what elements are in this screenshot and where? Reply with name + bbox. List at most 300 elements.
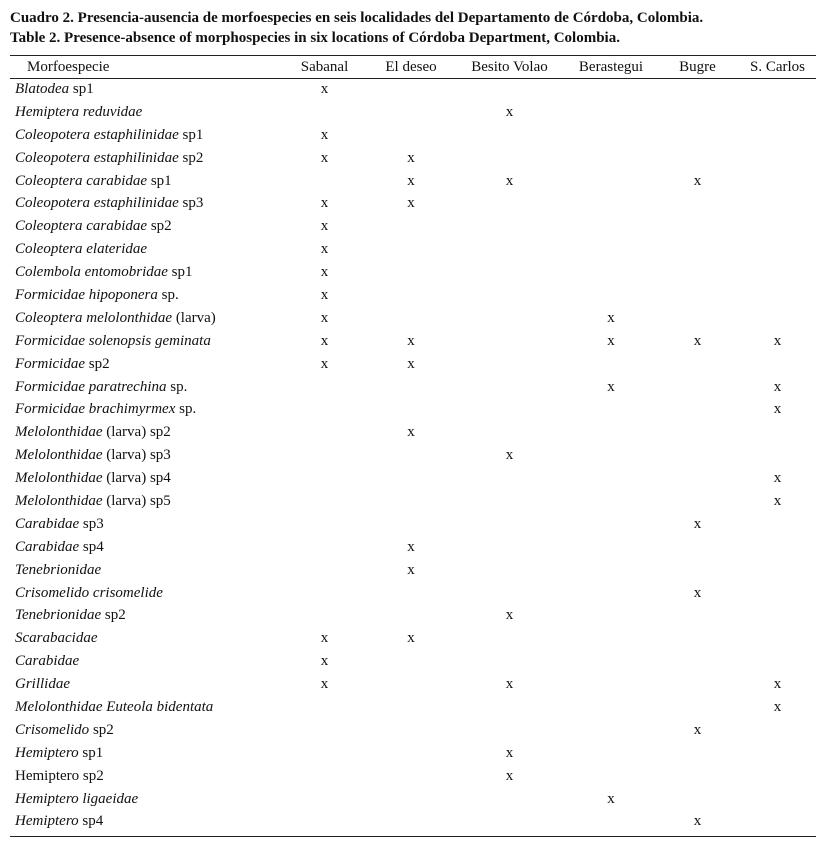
presence-cell bbox=[739, 215, 816, 238]
taxon-suffix: (larva) bbox=[172, 309, 216, 326]
presence-cell bbox=[369, 650, 453, 673]
column-header-besito-volao: Besito Volao bbox=[471, 58, 548, 75]
presence-cell: x bbox=[407, 538, 415, 555]
presence-cell bbox=[453, 147, 566, 170]
presence-cell bbox=[369, 78, 453, 101]
morphospecies-name bbox=[10, 330, 280, 353]
presence-cell bbox=[656, 742, 739, 765]
morphospecies-name bbox=[10, 192, 280, 215]
presence-cell bbox=[656, 353, 739, 376]
presence-cell bbox=[739, 147, 816, 170]
morphospecies-name bbox=[10, 353, 280, 376]
morphospecies-name bbox=[10, 604, 280, 627]
presence-cell bbox=[453, 467, 566, 490]
taxon-name: Coleopotera estaphilinidae bbox=[15, 149, 179, 166]
taxon-name: Formicidae brachimyrmex bbox=[15, 401, 176, 418]
presence-cell bbox=[280, 582, 369, 605]
presence-cell: x bbox=[320, 309, 329, 326]
table-row bbox=[10, 627, 816, 650]
presence-cell bbox=[566, 604, 656, 627]
taxon-name: Hemiptero bbox=[15, 813, 79, 830]
presence-cell bbox=[739, 238, 816, 261]
presence-cell bbox=[453, 215, 566, 238]
table-row bbox=[10, 811, 816, 834]
presence-cell bbox=[453, 627, 566, 650]
presence-cell bbox=[566, 353, 656, 376]
presence-cell bbox=[739, 124, 816, 147]
presence-cell bbox=[280, 398, 369, 421]
presence-cell bbox=[280, 376, 369, 399]
taxon-name: Coleopotera estaphilinidae bbox=[15, 195, 179, 212]
presence-cell bbox=[566, 719, 656, 742]
presence-cell bbox=[369, 307, 453, 330]
presence-cell bbox=[566, 238, 656, 261]
taxon-suffix: sp2 bbox=[101, 607, 126, 624]
presence-cell: x bbox=[693, 172, 702, 189]
presence-cell bbox=[656, 261, 739, 284]
presence-cell bbox=[453, 78, 566, 101]
presence-cell bbox=[656, 421, 739, 444]
taxon-name: Formicidae solenopsis geminata bbox=[15, 332, 211, 349]
header-row bbox=[10, 56, 816, 78]
presence-cell bbox=[566, 124, 656, 147]
presence-cell bbox=[739, 192, 816, 215]
presence-cell: x bbox=[607, 790, 615, 807]
presence-cell bbox=[369, 696, 453, 719]
presence-cell bbox=[566, 284, 656, 307]
taxon-suffix: sp4 bbox=[78, 813, 104, 830]
presence-cell: x bbox=[505, 103, 514, 120]
table-row bbox=[10, 330, 816, 353]
presence-cell bbox=[280, 490, 369, 513]
presence-cell bbox=[369, 124, 453, 147]
presence-cell bbox=[453, 650, 566, 673]
presence-cell bbox=[369, 513, 453, 536]
presence-cell: x bbox=[407, 630, 415, 647]
table-row bbox=[10, 101, 816, 124]
presence-cell bbox=[280, 719, 369, 742]
presence-cell bbox=[453, 376, 566, 399]
presence-cell bbox=[280, 788, 369, 811]
presence-cell bbox=[369, 765, 453, 788]
presence-cell bbox=[280, 467, 369, 490]
presence-cell bbox=[369, 261, 453, 284]
table-row bbox=[10, 490, 816, 513]
table-row bbox=[10, 261, 816, 284]
morphospecies-name bbox=[10, 376, 280, 399]
taxon-name: Melolonthidae bbox=[15, 447, 103, 464]
presence-cell bbox=[566, 650, 656, 673]
presence-cell bbox=[369, 376, 453, 399]
taxon-suffix: (larva) sp3 bbox=[102, 447, 171, 464]
presence-cell: x bbox=[505, 447, 514, 464]
presence-cell bbox=[656, 490, 739, 513]
presence-cell bbox=[369, 788, 453, 811]
presence-cell bbox=[739, 353, 816, 376]
taxon-name: Formicidae paratrechina bbox=[15, 378, 167, 395]
presence-cell bbox=[656, 604, 739, 627]
taxon-suffix: sp. bbox=[157, 286, 179, 303]
presence-cell bbox=[656, 147, 739, 170]
taxon-name: Melolonthidae Euteola bidentata bbox=[15, 698, 214, 715]
presence-cell bbox=[369, 238, 453, 261]
presence-cell: x bbox=[407, 149, 415, 166]
morphospecies-name bbox=[10, 490, 280, 513]
taxon-suffix: sp. bbox=[175, 401, 197, 418]
presence-cell: x bbox=[320, 241, 329, 258]
taxon-suffix: sp2 bbox=[147, 218, 172, 235]
taxon-suffix: sp1 bbox=[167, 264, 193, 281]
column-header-berastegui: Berastegui bbox=[578, 58, 644, 75]
presence-cell bbox=[280, 444, 369, 467]
morphospecies-name bbox=[10, 627, 280, 650]
table-row bbox=[10, 788, 816, 811]
presence-cell: x bbox=[607, 378, 615, 395]
presence-cell: x bbox=[773, 378, 782, 395]
presence-cell bbox=[280, 765, 369, 788]
presence-cell: x bbox=[320, 126, 329, 143]
presence-cell bbox=[739, 650, 816, 673]
morphospecies-name bbox=[10, 238, 280, 261]
presence-cell: x bbox=[407, 332, 415, 349]
presence-cell bbox=[739, 582, 816, 605]
column-header-bugre: Bugre bbox=[679, 58, 716, 75]
table-row bbox=[10, 192, 816, 215]
presence-cell bbox=[280, 811, 369, 834]
presence-cell bbox=[369, 604, 453, 627]
presence-cell bbox=[369, 215, 453, 238]
presence-cell bbox=[453, 421, 566, 444]
presence-cell bbox=[453, 124, 566, 147]
morphospecies-name bbox=[10, 742, 280, 765]
morphospecies-name bbox=[10, 398, 280, 421]
table-row bbox=[10, 765, 816, 788]
column-header-s-carlos: S. Carlos bbox=[749, 58, 805, 75]
table-row bbox=[10, 170, 816, 193]
presence-cell bbox=[453, 513, 566, 536]
presence-cell bbox=[453, 284, 566, 307]
taxon-name: Crisomelido crisomelide bbox=[15, 584, 163, 601]
morphospecies-name bbox=[10, 811, 280, 834]
presence-cell bbox=[566, 192, 656, 215]
presence-cell bbox=[656, 124, 739, 147]
presence-cell bbox=[566, 170, 656, 193]
presence-cell bbox=[280, 513, 369, 536]
presence-cell: x bbox=[407, 424, 415, 441]
presence-cell bbox=[566, 78, 656, 101]
presence-cell: x bbox=[320, 355, 329, 372]
presence-cell bbox=[369, 101, 453, 124]
taxon-suffix: sp1 bbox=[78, 744, 104, 761]
presence-cell: x bbox=[505, 172, 514, 189]
presence-cell bbox=[739, 604, 816, 627]
presence-cell bbox=[280, 170, 369, 193]
presence-cell: x bbox=[773, 698, 782, 715]
presence-cell bbox=[280, 696, 369, 719]
presence-cell: x bbox=[320, 149, 329, 166]
presence-cell: x bbox=[320, 286, 329, 303]
table-row bbox=[10, 78, 816, 101]
presence-cell: x bbox=[505, 767, 514, 784]
taxon-name: Coleoptera carabidae bbox=[15, 172, 148, 189]
taxon-name: Scarabacidae bbox=[15, 630, 98, 647]
taxon-name: Hemiptero bbox=[15, 744, 79, 761]
table-row bbox=[10, 559, 816, 582]
taxon-suffix: sp1 bbox=[178, 126, 204, 143]
presence-absence-table bbox=[10, 56, 816, 833]
taxon-name: Formicidae hipoponera bbox=[15, 286, 158, 303]
table-row bbox=[10, 536, 816, 559]
presence-cell bbox=[453, 788, 566, 811]
presence-cell: x bbox=[407, 561, 415, 578]
table-row bbox=[10, 376, 816, 399]
morphospecies-name bbox=[10, 78, 280, 101]
presence-cell bbox=[656, 788, 739, 811]
presence-cell bbox=[656, 398, 739, 421]
presence-cell bbox=[453, 192, 566, 215]
taxon-name: Hemiptera reduvidae bbox=[15, 103, 143, 120]
morphospecies-name bbox=[10, 696, 280, 719]
presence-cell bbox=[453, 490, 566, 513]
presence-cell bbox=[656, 192, 739, 215]
table-row bbox=[10, 696, 816, 719]
presence-cell bbox=[566, 765, 656, 788]
table-row bbox=[10, 742, 816, 765]
table-row bbox=[10, 284, 816, 307]
bottom-rule bbox=[10, 836, 816, 837]
table-row bbox=[10, 467, 816, 490]
presence-cell bbox=[739, 536, 816, 559]
presence-cell bbox=[280, 421, 369, 444]
presence-cell: x bbox=[320, 653, 329, 670]
presence-cell: x bbox=[320, 676, 329, 693]
morphospecies-name bbox=[10, 444, 280, 467]
morphospecies-name bbox=[10, 650, 280, 673]
presence-cell bbox=[739, 765, 816, 788]
taxon-suffix: sp1 bbox=[69, 80, 94, 97]
presence-cell bbox=[369, 467, 453, 490]
table-row bbox=[10, 673, 816, 696]
presence-cell bbox=[453, 238, 566, 261]
taxon-suffix: sp. bbox=[166, 378, 188, 395]
presence-cell: x bbox=[773, 470, 782, 487]
presence-cell bbox=[453, 696, 566, 719]
taxon-name: Colembola entomobridae bbox=[15, 264, 168, 281]
presence-cell bbox=[566, 215, 656, 238]
morphospecies-name bbox=[10, 215, 280, 238]
taxon-name: Carabidae bbox=[15, 515, 80, 532]
morphospecies-name bbox=[10, 284, 280, 307]
presence-cell: x bbox=[693, 515, 702, 532]
table-row bbox=[10, 513, 816, 536]
morphospecies-name bbox=[10, 261, 280, 284]
taxon-name: Tenebrionidae bbox=[15, 561, 102, 578]
taxon-name: Melolonthidae bbox=[15, 424, 103, 441]
table-row bbox=[10, 604, 816, 627]
presence-cell: x bbox=[320, 630, 329, 647]
presence-cell bbox=[369, 742, 453, 765]
presence-cell bbox=[566, 673, 656, 696]
presence-cell bbox=[453, 330, 566, 353]
presence-cell: x bbox=[773, 676, 782, 693]
presence-cell bbox=[453, 719, 566, 742]
taxon-suffix: Hemiptero sp2 bbox=[15, 767, 104, 784]
presence-cell bbox=[739, 444, 816, 467]
table-row bbox=[10, 147, 816, 170]
taxon-name: Coleopotera estaphilinidae bbox=[15, 126, 179, 143]
presence-cell bbox=[566, 696, 656, 719]
table-body bbox=[10, 78, 816, 833]
presence-cell bbox=[280, 559, 369, 582]
presence-cell bbox=[739, 261, 816, 284]
taxon-suffix: sp2 bbox=[178, 149, 204, 166]
presence-cell bbox=[566, 811, 656, 834]
presence-cell bbox=[369, 490, 453, 513]
morphospecies-name bbox=[10, 582, 280, 605]
taxon-suffix: sp3 bbox=[79, 515, 104, 532]
caption-english: Table 2. Presence-absence of morphospecies in six locations of Córdoba Department, Colombia. bbox=[10, 30, 620, 46]
presence-cell: x bbox=[320, 80, 329, 97]
table-row bbox=[10, 719, 816, 742]
presence-cell bbox=[453, 559, 566, 582]
table-row bbox=[10, 238, 816, 261]
presence-cell bbox=[566, 627, 656, 650]
presence-cell: x bbox=[407, 355, 415, 372]
presence-cell bbox=[280, 536, 369, 559]
presence-cell bbox=[566, 536, 656, 559]
presence-cell bbox=[656, 696, 739, 719]
presence-cell bbox=[453, 307, 566, 330]
presence-cell bbox=[739, 307, 816, 330]
presence-cell bbox=[739, 284, 816, 307]
presence-cell bbox=[739, 78, 816, 101]
taxon-name: Hemiptero ligaeidae bbox=[15, 790, 139, 807]
taxon-suffix: (larva) sp5 bbox=[102, 492, 171, 509]
presence-cell bbox=[739, 170, 816, 193]
taxon-name: Carabidae bbox=[15, 538, 80, 555]
morphospecies-name bbox=[10, 559, 280, 582]
presence-cell: x bbox=[320, 264, 329, 281]
presence-cell: x bbox=[693, 813, 702, 830]
taxon-name: Carabidae bbox=[15, 653, 80, 670]
taxon-name: Coleoptera elateridae bbox=[15, 241, 148, 258]
presence-cell bbox=[656, 101, 739, 124]
table-row bbox=[10, 353, 816, 376]
presence-cell bbox=[739, 627, 816, 650]
presence-cell bbox=[280, 101, 369, 124]
morphospecies-name bbox=[10, 765, 280, 788]
presence-cell: x bbox=[505, 744, 514, 761]
table-row bbox=[10, 421, 816, 444]
taxon-suffix: sp4 bbox=[79, 538, 104, 555]
presence-cell bbox=[566, 398, 656, 421]
morphospecies-name bbox=[10, 147, 280, 170]
column-header-sabanal: Sabanal bbox=[300, 58, 349, 75]
table-row bbox=[10, 124, 816, 147]
presence-cell bbox=[739, 513, 816, 536]
presence-cell bbox=[369, 398, 453, 421]
taxon-name: Formicidae bbox=[15, 355, 85, 372]
presence-cell bbox=[656, 78, 739, 101]
morphospecies-name bbox=[10, 101, 280, 124]
presence-cell bbox=[566, 513, 656, 536]
presence-cell: x bbox=[607, 309, 615, 326]
morphospecies-name bbox=[10, 124, 280, 147]
presence-cell bbox=[566, 582, 656, 605]
morphospecies-name bbox=[10, 673, 280, 696]
morphospecies-name bbox=[10, 421, 280, 444]
presence-cell bbox=[566, 147, 656, 170]
presence-cell bbox=[369, 444, 453, 467]
presence-cell: x bbox=[607, 332, 615, 349]
morphospecies-name bbox=[10, 307, 280, 330]
presence-cell bbox=[739, 788, 816, 811]
presence-cell bbox=[739, 421, 816, 444]
column-header-morfoespecie: Morfoespecie bbox=[27, 58, 110, 75]
presence-cell: x bbox=[773, 492, 782, 509]
presence-cell bbox=[453, 536, 566, 559]
presence-cell: x bbox=[407, 172, 415, 189]
morphospecies-name bbox=[10, 170, 280, 193]
presence-cell bbox=[656, 467, 739, 490]
presence-cell bbox=[453, 261, 566, 284]
presence-cell: x bbox=[773, 401, 782, 418]
presence-cell bbox=[369, 811, 453, 834]
presence-cell bbox=[656, 444, 739, 467]
presence-cell bbox=[369, 719, 453, 742]
column-header-el-deseo: El deseo bbox=[385, 58, 437, 75]
presence-cell: x bbox=[505, 607, 514, 624]
morphospecies-name bbox=[10, 536, 280, 559]
table-row bbox=[10, 582, 816, 605]
presence-cell bbox=[656, 673, 739, 696]
morphospecies-name bbox=[10, 788, 280, 811]
taxon-suffix: (larva) sp4 bbox=[102, 470, 171, 487]
taxon-name: Coleoptera melolonthidae bbox=[15, 309, 173, 326]
taxon-name: Crisomelido bbox=[15, 721, 90, 738]
presence-cell bbox=[739, 101, 816, 124]
presence-cell: x bbox=[320, 218, 329, 235]
presence-cell bbox=[369, 673, 453, 696]
presence-cell bbox=[739, 811, 816, 834]
presence-cell bbox=[453, 398, 566, 421]
morphospecies-name bbox=[10, 467, 280, 490]
caption-spanish: Cuadro 2. Presencia-ausencia de morfoespecies en seis localidades del Departamento de Córdoba, Colombia. bbox=[10, 10, 704, 26]
presence-cell bbox=[369, 284, 453, 307]
presence-cell bbox=[453, 353, 566, 376]
presence-cell bbox=[566, 559, 656, 582]
presence-cell: x bbox=[693, 332, 702, 349]
presence-cell bbox=[656, 765, 739, 788]
presence-cell bbox=[566, 421, 656, 444]
presence-cell: x bbox=[320, 195, 329, 212]
presence-cell bbox=[566, 467, 656, 490]
presence-cell bbox=[566, 101, 656, 124]
presence-cell bbox=[739, 559, 816, 582]
taxon-suffix: sp1 bbox=[147, 172, 172, 189]
presence-cell bbox=[656, 238, 739, 261]
presence-cell: x bbox=[773, 332, 782, 349]
taxon-suffix: (larva) sp2 bbox=[102, 424, 171, 441]
table-row bbox=[10, 307, 816, 330]
morphospecies-name bbox=[10, 513, 280, 536]
table-row bbox=[10, 398, 816, 421]
presence-cell bbox=[566, 742, 656, 765]
table-row bbox=[10, 444, 816, 467]
presence-cell bbox=[656, 307, 739, 330]
presence-cell: x bbox=[407, 195, 415, 212]
presence-cell: x bbox=[693, 584, 702, 601]
